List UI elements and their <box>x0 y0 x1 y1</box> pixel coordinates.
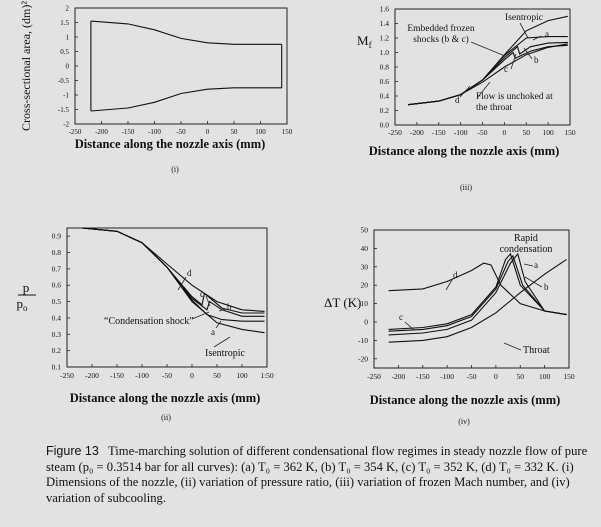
panel-i-label: (i) <box>171 165 179 174</box>
panel-ii-x-tick-label: 100 <box>236 371 248 380</box>
figure-label: Figure 13 <box>46 444 99 458</box>
panel-i-x-label: Distance along the nozzle axis (mm) <box>74 137 266 151</box>
panel-iv-label: (iv) <box>458 417 470 426</box>
panel-iv-series-a <box>389 254 567 335</box>
panel-iv-y-label: ΔT (K) <box>324 295 362 310</box>
panel-ii-y-label-bottom <box>17 296 29 313</box>
panel-ii-x-label: Distance along the nozzle axis (mm) <box>69 391 261 405</box>
panel-ii-y-tick-label: 0.2 <box>51 346 61 356</box>
annot-p-c: c <box>200 289 204 299</box>
panel-i-x-ticks <box>69 121 293 136</box>
panel-i-frame <box>75 8 287 124</box>
panel-iv-x-tick-label: 50 <box>516 372 524 381</box>
panel-iv-x-tick-label: -100 <box>440 372 454 381</box>
annot-p-b: b <box>227 302 232 312</box>
panel-i-y-tick-label: -2 <box>63 120 69 129</box>
panel-iv-x-tick-label: -150 <box>415 372 430 381</box>
panel-i-y-tick-label: 2 <box>65 4 69 13</box>
panel-i-y-tick-label: 1 <box>65 33 69 42</box>
panel-iii-x-tick-label: -200 <box>410 128 424 137</box>
annot-p-condensation-shock: “Condensation shock” <box>104 316 194 327</box>
panel-iii-x-tick-label: 0 <box>502 128 507 137</box>
panel-ii-x-tick-label: 1:50 <box>260 371 274 380</box>
panel-iv-y-tick-label: 30 <box>360 262 368 272</box>
annot-mf-isentropic: Isentropic <box>505 13 543 23</box>
panel-ii-y-tick-label: 0.9 <box>51 231 61 241</box>
annot-mf-d: d <box>455 95 460 105</box>
annot-mf-unchoked: Flow is unchoked at the throat <box>476 92 553 113</box>
panel-iii <box>357 5 576 193</box>
panel-i-y-tick-label: -1.5 <box>57 106 69 114</box>
panel-iii-x-tick-label: -250 <box>388 128 402 137</box>
annot-dt-throat: Throat <box>523 345 550 356</box>
panel-i-series-line-1 <box>91 88 282 111</box>
panel-i-x-tick-label: -250 <box>68 128 82 136</box>
annot-dt-b: b <box>544 282 549 292</box>
panel-iv-x-tick-label: -250 <box>367 372 381 381</box>
panel-ii-y-label-bottom-main: p <box>16 296 23 311</box>
panel-ii-y-tick-label: 0.7 <box>51 264 61 274</box>
panel-i-y-tick-label: 1.5 <box>60 19 69 27</box>
panel-i-x-tick-label: -150 <box>121 128 135 136</box>
panel-ii-x-ticks <box>60 364 274 380</box>
panel-ii-y-tick-label: 0.3 <box>51 329 61 339</box>
panel-iii-x-tick-label: 100 <box>542 128 554 137</box>
panel-iii-y-label-main: M <box>357 33 369 48</box>
panel-iii-y-tick-label: 1.0 <box>379 48 389 57</box>
panel-ii-x-tick-label: -50 <box>162 371 172 380</box>
panel-i-x-tick-label: -100 <box>148 128 161 136</box>
panel-iv-y-tick-label: -20 <box>358 354 368 364</box>
annot-dt-a: a <box>534 260 538 270</box>
panel-iii-y-tick-label: 1.4 <box>379 19 389 28</box>
panel-i-series <box>91 21 282 111</box>
panel-iii-y-tick-label: 0.0 <box>379 120 389 130</box>
panel-iv-x-tick-label: 100 <box>539 372 551 381</box>
panel-iii-y-label <box>357 33 372 50</box>
panel-i-series-line-0 <box>91 21 282 44</box>
panel-iv-series-c <box>389 254 567 330</box>
panel-iii-y-tick-label: 0.8 <box>379 62 389 72</box>
panel-iii-x-tick-label: 150 <box>564 128 576 137</box>
panel-iv-y-tick-label: 20 <box>360 280 368 290</box>
caption-text: Time-marching solution of different condensational flow regimes in steady nozzle flow of pure steam (p₀ = 0.3514 bar for all curves): (a) T₀ = 362 K, (b) T₀ = 354 K, (c) T₀ = 352 K, (d) T₀ = 332 K. (i) Dimensions of the nozzle, (ii) variation of pressure ratio, (iii) variation of frozen Mach number, and (iv) variation of subcooling. <box>46 444 588 505</box>
annot-mf-embedded-frozen: Embedded frozen shocks (b & c) <box>407 24 475 45</box>
panel-iii-x-tick-label: -100 <box>453 128 468 137</box>
panel-iii-y-ticks <box>380 5 398 130</box>
annot-dt-rapid-condensation: Rapid condensation <box>499 233 553 255</box>
panel-iv-y-tick-label: 40 <box>360 243 368 253</box>
panel-iv-series <box>389 254 567 342</box>
annot-dt-c: c <box>399 312 403 322</box>
panel-iv-x-label: Distance along the nozzle axis (mm) <box>369 393 561 407</box>
panel-iii-y-label-sub: f <box>368 40 372 50</box>
panel-ii-x-tick-label: 0 <box>190 371 194 380</box>
panel-iv-x-tick-label: 0 <box>494 372 498 381</box>
panel-i <box>19 1 293 174</box>
panel-iii-y-tick-label: 0.4 <box>379 91 389 101</box>
annot-dt-d: d <box>453 270 458 280</box>
panel-ii-x-tick-label: -250 <box>60 371 74 380</box>
panel-iii-y-tick-label: 1.6 <box>379 4 389 14</box>
panel-ii-label: (ii) <box>161 413 171 422</box>
panel-iii-x-ticks <box>388 122 576 137</box>
panel-iii-x-tick-label: 50 <box>522 128 530 137</box>
panel-iii-x-label: Distance along the nozzle axis (mm) <box>368 144 560 158</box>
panel-iii-x-tick-label: -50 <box>477 128 488 137</box>
panel-i-y-tick-label: -0.5 <box>57 77 69 85</box>
panel-ii-x-tick-label: -150 <box>110 371 124 380</box>
panel-i-x-tick-label: -50 <box>176 128 186 136</box>
panel-ii <box>17 228 274 422</box>
panel-ii-y-tick-label: 0.5 <box>51 297 61 307</box>
panel-iii-y-tick-label: 1.2 <box>379 33 389 43</box>
panel-i-y-tick-label: 0.5 <box>60 48 69 56</box>
annot-mf-d-leader <box>460 86 470 97</box>
panel-ii-y-label-top: p <box>22 280 30 295</box>
panel-iv-x-tick-label: -200 <box>391 372 406 381</box>
panel-i-y-label: Cross-sectional area, (dm)² <box>19 1 33 131</box>
panel-iii-label: (iii) <box>460 183 472 192</box>
panel-iv <box>324 226 575 427</box>
annot-p-isentropic-leader <box>214 337 230 347</box>
panel-i-y-tick-label: 0 <box>65 62 69 71</box>
panel-iv-y-tick-label: 10 <box>360 299 368 309</box>
annot-p-isentropic: Isentropic <box>205 348 245 359</box>
panel-iii-y-tick-label: 0.2 <box>379 106 389 115</box>
panel-iv-x-ticks <box>367 365 575 381</box>
annot-mf-a: a <box>545 29 549 39</box>
annot-mf-c: c <box>504 64 508 74</box>
annot-dt-throat-leader <box>504 343 521 350</box>
panel-ii-x-tick-label: 50 <box>213 371 221 380</box>
panel-iii-x-tick-label: -150 <box>431 128 446 137</box>
annot-p-a: a <box>211 327 215 337</box>
panel-ii-y-ticks <box>52 232 70 372</box>
panel-ii-frame <box>67 228 267 367</box>
annot-dt-a-leader <box>524 264 533 266</box>
panel-ii-x-tick-label: -100 <box>135 371 149 380</box>
panel-iv-y-tick-label: 0 <box>364 317 368 327</box>
panel-iv-x-tick-label: 150 <box>563 372 575 381</box>
panel-ii-series-c <box>82 228 265 313</box>
annot-mf-b: b <box>534 55 539 65</box>
panel-ii-y-tick-label: 0.6 <box>51 280 61 290</box>
panel-iii-y-tick-label: 0.6 <box>379 77 389 86</box>
panel-i-x-tick-label: 150 <box>281 128 293 136</box>
panel-ii-y-tick-label: 0.4 <box>51 313 61 323</box>
panel-ii-series-d <box>82 228 265 311</box>
panel-i-x-tick-label: 0 <box>205 128 210 136</box>
figure-caption <box>46 444 590 506</box>
panel-iv-y-tick-label: 50 <box>360 225 368 235</box>
panel-ii-y-label-bottom-sub: o <box>23 303 28 313</box>
panel-ii-y-tick-label: 0.8 <box>51 248 61 258</box>
panel-ii-x-tick-label: -200 <box>85 371 99 380</box>
panel-ii-y-tick-label: 0.1 <box>51 362 61 372</box>
annot-p-condensation-leader <box>192 312 209 319</box>
panel-i-y-tick-label: -1 <box>63 91 69 100</box>
panel-i-x-tick-label: 50 <box>230 128 238 136</box>
panel-i-x-tick-label: -200 <box>95 128 108 136</box>
panel-iv-y-tick-label: -10 <box>358 335 368 345</box>
panel-ii-series-b <box>82 228 265 316</box>
annot-p-d: d <box>187 268 192 278</box>
panel-iv-x-tick-label: -50 <box>466 372 477 381</box>
panel-i-x-tick-label: 100 <box>255 128 266 136</box>
